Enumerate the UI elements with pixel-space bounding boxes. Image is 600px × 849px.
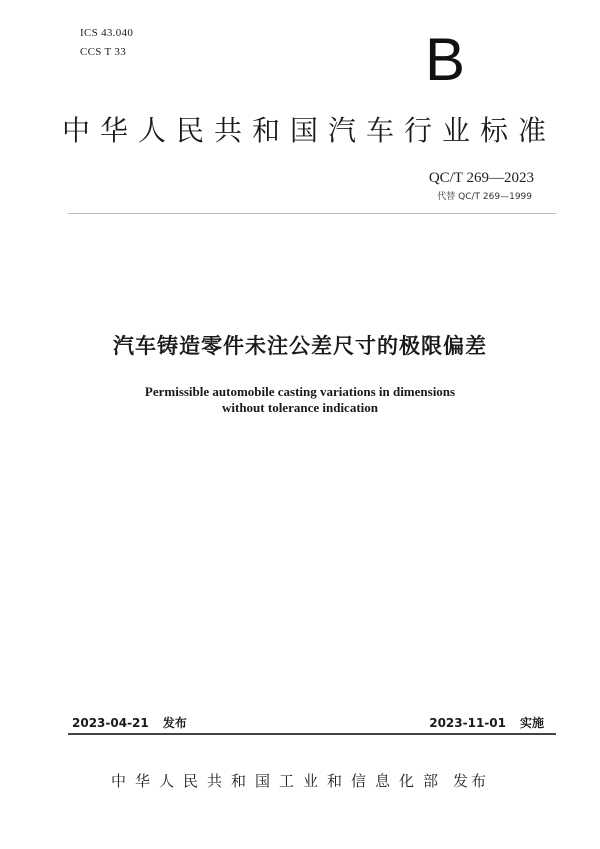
replaces-standard: 代替 QC/T 269—1999 [437, 192, 532, 202]
category-letter: B [425, 26, 466, 93]
standard-number: QC/T 269—2023 [428, 170, 534, 186]
document-title-english [0, 384, 600, 416]
implementation-date-block [429, 714, 544, 731]
issue-date-block [72, 714, 187, 731]
implementation-date: 2023-11-01 [429, 716, 506, 730]
issuer-name: 中华人民共和国工业和信息化部 [110, 772, 447, 790]
english-title-line-1: Permissible automobile casting variations in dimensions [144, 384, 456, 399]
header-divider [68, 213, 556, 214]
footer-divider [68, 733, 556, 735]
issuer-action: 发布 [453, 772, 490, 790]
standard-type-title: 中华人民共和国汽车行业标准 [62, 114, 557, 147]
implementation-label: 实施 [519, 716, 544, 730]
issue-date: 2023-04-21 [72, 716, 149, 730]
issue-label: 发布 [162, 716, 187, 730]
english-title-line-2: without tolerance indication [222, 400, 378, 415]
ics-code: ICS 43.040 [80, 27, 134, 39]
issuer-block [0, 770, 600, 791]
ccs-code: CCS T 33 [80, 46, 127, 58]
document-title-chinese: 汽车铸造零件未注公差尺寸的极限偏差 [113, 334, 487, 358]
